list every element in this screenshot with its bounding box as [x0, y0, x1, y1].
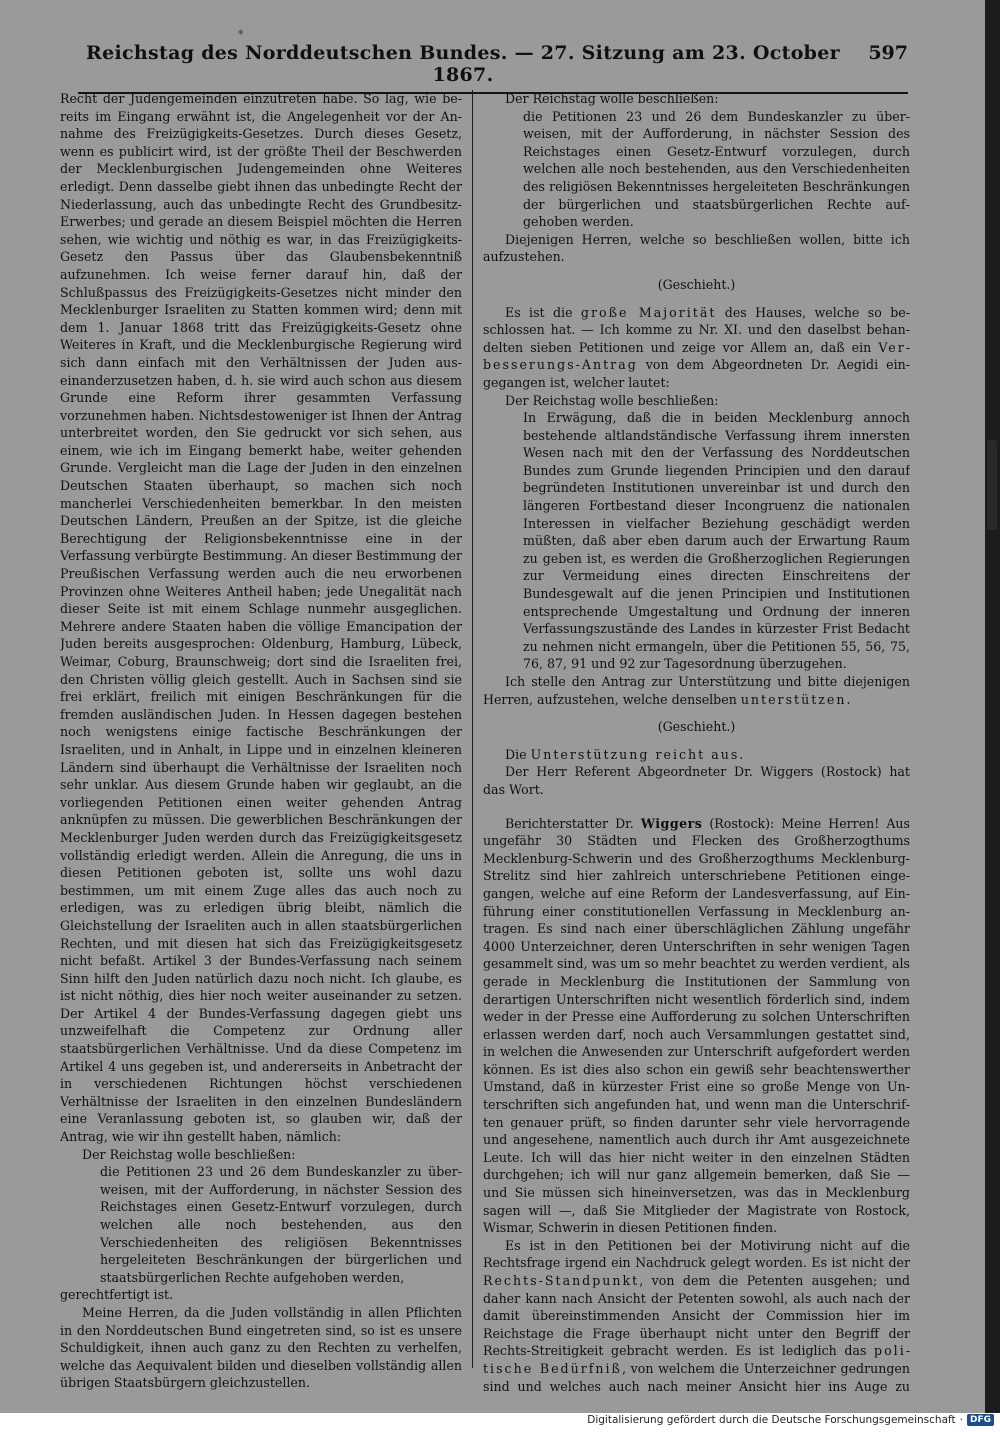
right-paragraph-1: Diejenigen Herren, welche so beschließen wollen, bitte ich aufzustehen. — [483, 231, 910, 265]
right-paragraph-2 — [483, 304, 910, 392]
left-motion-lead: Der Reichstag wolle beschließen: — [82, 1146, 296, 1162]
text-run: von dem Abgeordneten Dr. Aegidi eingegangen ist, welcher lautet: — [483, 357, 910, 390]
binding-tab — [987, 440, 997, 530]
left-paragraph-2: Meine Herren, da die Juden vollständig in allen Pflichten in den Norddeutschen Bund eingetreten sind, so ist es unsere Schuldigkeit, ihnen auch ganz zu den Rechten zu verhelfen, welche das Aequivalent bilden und dieselben vollständig allen übrigen Staatsbürgern gleichzustellen. — [60, 1304, 462, 1391]
text-run: Es ist in den Petitionen bei der Motivirung nicht auf die Rechtsfrage irgend ein Nachdruck gelegt worden. Es ist nicht der — [483, 1237, 910, 1271]
text-run: (Rostock): Meine Herren! Aus ungefähr 30 Städten und Flecken des Großherzogthums Mecklenburg-Schwerin und des Großherzogthums Mecklenburg-Strelitz sind hier zahlreich unterschriebene Petitionen eingegangen, welche auf eine Reform der Landesverfassung, auf Einführung einer constitutionellen Verfassung in Mecklenburg antragen. Es sind nach einer überschläglichen Zählung ungefähr 4000 Unterzeichner, deren Unterschriften in sehr wenigen Tagen gesammelt sind, was um so mehr beachtet zu werden verdient, als gerade in Mecklenburg die Institutionen der Sammlung von derartigen Unterschriften nicht wesentlich förderlich sind, indem weder in der Presse eine Aufforderung zu solchen Unterschriften erlassen werden darf, noch auch Versammlungen gestattet sind, in welchen die Anwesenden zur Unterschrift aufgefordert werden können. Es ist dies also schon ein gewiß sehr beachtenswerther Umstand, daß in kürzester Frist eine so große Menge von Unterschriften sich angefunden hat, und wenn man die Unterschriften genauer prüft, so finden darunter sehr viele hervorragende und angesehene, namentlich auch durch ihr Amt ausgezeichnete Leute. Ich will das hier nicht weiter in den einzelnen Städten durchgehen; ich will nur ganz allgemein bemerken, daß Sie — und Sie müssen sich hineinversetzen, was das in Mecklenburg sagen will —, daß Sie Mitglieder der Magistrate von Rostock, Wismar, Schwerin in diesen Petitionen finden. — [483, 815, 910, 1236]
event-note-2: (Geschieht.) — [657, 719, 736, 735]
footer-separator: · — [959, 1414, 963, 1426]
footer — [587, 1414, 994, 1426]
text-run: . — [846, 691, 851, 707]
left-column — [60, 90, 462, 1395]
left-justified: gerechtfertigt ist. — [60, 1287, 174, 1303]
aegidi-motion-lead: Der Reichstag wolle beschließen: — [505, 392, 719, 408]
reporter-statement — [483, 815, 910, 1237]
left-paragraph-1: Recht der Judengemeinden einzutreten habe. So lag, wie bereits im Eingang erwähnt ist, die Angelegenheit vor der Annahme des Freizügigkeits-Gesetzes. Durch dieses Gesetz, wenn es publicirt wird, ist der größte Theil der Beschwerden der Mecklenburgischen Judengemeinden ohne Weiteres erledigt. Denn dasselbe giebt ihnen das unbedingte Recht der Niederlassung, auch das unbedingte Recht des Grundbesitz-Erwerbes; und gerade an diesem Beispiel möchten die Herren sehen, wie wichtig und nöthig es war, in das Freizügigkeits-Gesetz den Passus über das Glaubensbekenntniß aufzunehmen. Ich weise ferner darauf hin, daß der Schlußpassus des Freizügigkeits-Gesetzes nicht minder den Mecklenburger Israeliten zu Statten kommen wird; denn mit dem 1. Januar 1868 tritt das Freizügigkeits-Gesetz ohne Weiteres in Kraft, und die Mecklenburgische Regierung wird sich dann einfach mit den Verhältnissen der Juden auseinanderzusetzen haben, d. h. sie wird auch schon aus diesem Grunde eine Reform ihrer gesammten Verfassung vorzunehmen haben. Nichtsdestoweniger ist Ihnen der Antrag unterbreitet worden, den Sie gedruckt vor sich sehen, aus einem, wie ich im Eingang bemerkt habe, weiter gehenden Grunde. Vergleicht man die Lage der Juden in den einzelnen Deutschen Staaten überhaupt, so machen sich noch mancherlei Verschiedenheiten bemerkbar. In den meisten Deutschen Ländern, Preußen an der Spitze, ist die gleiche Berechtigung der Religionsbekenntnisse eine in der Verfassung verbürgte Bestimmung. An dieser Bestimmung der Preußischen Verfassung werden auch die neu erworbenen Provinzen ohne Weiteres Antheil haben; jede Unegalität nach dieser Seite ist mit einem Schlage nunmehr ausgeglichen. Mehrere andere Staaten haben die völlige Emancipation der Juden bereits ausgesprochen: Oldenburg, Hamburg, Lübeck, Weimar, Coburg, Braunschweig; dort sind die Israeliten frei, den Christen völlig gleich gestellt. Auch in Sachsen sind sie frei erklärt, freilich mit einigen Beschränkungen für die fremden ausländischen Juden. In Hessen dagegen bestehen noch wenigstens einige factische Beschränkungen der Israeliten, und in Anhalt, in Lippe und in einzelnen kleineren Ländern sind überhaupt die Verhältnisse der Israeliten noch sehr unklar. Aus diesem Grunde haben wir geglaubt, an die vorliegenden Petitionen einen weiter gehenden Antrag anknüpfen zu müssen. Die gewerblichen Beschränkungen der Mecklenburger Juden werden durch das Freizügigkeitsgesetz vollständig erledigt werden. Allein die Anregung, die uns in diesen Petitionen geboten ist, sollte uns wohl dazu bestimmen, um mit einem Zuge alles das auch noch zu erledigen, was zu erledigen übrig bleibt, nämlich die Gleichstellung der Israeliten auch in allen staatsbürgerlichen Rechten, und mit diesen hat sich das Freizügigkeitsgesetz nicht befaßt. Artikel 3 der Bundes-Verfassung nach seinem Sinn hilft den Juden natürlich dazu noch nicht. Ich glaube, es ist nicht nöthig, dies hier noch weiter auseinander zu setzen. Der Artikel 4 der Bundes-Verfassung dagegen giebt uns unzweifelhaft die Competenz zur Ordnung aller staatsbürgerlichen Verhältnisse. Und da diese Competenz im Artikel 4 uns gegeben ist, und andererseits in Anbetracht der in verschiedenen Richtungen höchst verschiedenen Verhältnisse der Israeliten in den einzelnen Bundesländern eine Veranlassung geboten ist, so glauben wir, daß der Antrag, wie wir ihn gestellt haben, nämlich: — [60, 91, 462, 1145]
left-motion-body: die Petitionen 23 und 26 dem Bundeskanzler zu überweisen, mit der Aufforderung, in nächster Session des Reichstages einen Gesetz-Entwurf vorzulegen, durch welchen alle noch bestehenden, aus den Verschiedenheiten des religiösen Bekenntnisses hergeleiteten Beschränkungen der bürgerlichen und staatsbürgerlichen Rechte aufgehoben werden, — [100, 1164, 462, 1285]
running-header — [78, 42, 908, 94]
page-number: 597 — [868, 42, 908, 64]
column-divider — [472, 90, 473, 1368]
text-run: des Hauses, welche so beschlossen hat. — Ich komme zu Nr. XI. und den daselbst behandelten sieben Petitionen und zeige vor Allem an, daß ein — [483, 304, 910, 355]
text-run: Es ist die — [505, 304, 581, 320]
top-mark: * — [238, 28, 244, 41]
right-motion-body: die Petitionen 23 und 26 dem Bundeskanzler zu überweisen, mit der Aufforderung, in nächster Session des Reichstages einen Gesetz-Entwurf vorzulegen, durch welchen alle noch bestehenden, aus den Verschiedenheiten des religiösen Bekenntnisses hergeleiteten Beschränkungen der bürgerlichen und staatsbürgerlichen Rechte aufgehoben werden. — [523, 108, 910, 230]
spaced-emphasis: unterstützen — [740, 691, 847, 707]
footer-credit: Digitalisierung gefördert durch die Deutsche Forschungsgemeinschaft — [587, 1414, 956, 1426]
text-run: Berichterstatter Dr. — [505, 815, 641, 831]
text-run: , von dem die Petenten ausgehen; und daher kann nach Ansicht der Petenten sowohl, als auch nach der damit übereinstimmenden Ansicht der Commission hier im Reichstage die Frage überhaupt nicht unter den Begriff der Rechts-Streitigkeit gebracht werden. Es ist lediglich das — [483, 1273, 910, 1359]
spaced-emphasis: große Majorität — [580, 304, 717, 320]
text-run: . — [739, 746, 744, 762]
dfg-logo[interactable]: DFG — [967, 1414, 994, 1426]
aegidi-motion-body: In Erwägung, daß die in beiden Mecklenburg annoch bestehende altlandständische Verfassung ihrem innersten Wesen nach mit den der Verfassung des Norddeutschen Bundes zum Grunde liegenden Principien und den darauf begründeten Institutionen unvereinbar ist und durch den längeren Fortbestand dieser Incongruenz die nationalen Interessen in vielfacher Beziehung geschädigt werden müßten, daß aber eben darum auch der Erwartung Raum zu geben ist, es werden die Großherzoglichen Regierungen zur Vermeidung eines directen Einschreitens der Bundesgewalt auf die jenen Principien und Institutionen entsprechende Umgestaltung und Ordnung der inneren Verfassungszustände des Landes in kürzester Frist Bedacht zu nehmen nicht ermangeln, über die Petitionen 55, 56, 75, 76, 87, 91 und 92 zur Tagesordnung überzugehen. — [523, 410, 910, 672]
text-run: , von welchem die Unterzeichner gedrungen sind und welches auch nach meiner Ansicht hier ins Auge zu — [483, 1360, 910, 1394]
right-paragraph-5: Der Herr Referent Abgeordneter Dr. Wiggers (Rostock) hat das Wort. — [483, 764, 910, 797]
event-note-1: (Geschieht.) — [657, 276, 736, 292]
right-paragraph-4 — [483, 746, 910, 764]
text-run: Die — [505, 746, 531, 762]
spaced-emphasis: Rechts-Standpunkt — [483, 1273, 640, 1288]
page-edge-shadow — [985, 0, 1000, 1413]
spaced-emphasis: Verbesserungs-Antrag — [483, 339, 910, 373]
spaced-emphasis: politische Bedürfniß — [483, 1343, 910, 1376]
spaced-emphasis: Unterstützung reicht aus — [530, 746, 740, 762]
right-paragraph-3 — [483, 673, 910, 708]
right-motion-lead: Der Reichstag wolle beschließen: — [505, 91, 719, 106]
reporter-name: Wiggers — [640, 815, 703, 831]
right-column — [483, 90, 910, 1395]
text-run: Ich stelle den Antrag zur Unterstützung und bitte diejenigen Herren, aufzustehen, welche denselben — [483, 674, 910, 707]
header-title: Reichstag des Norddeutschen Bundes. — 27. Sitzung am 23. October 1867. — [86, 42, 840, 86]
right-paragraph-6 — [483, 1237, 910, 1395]
